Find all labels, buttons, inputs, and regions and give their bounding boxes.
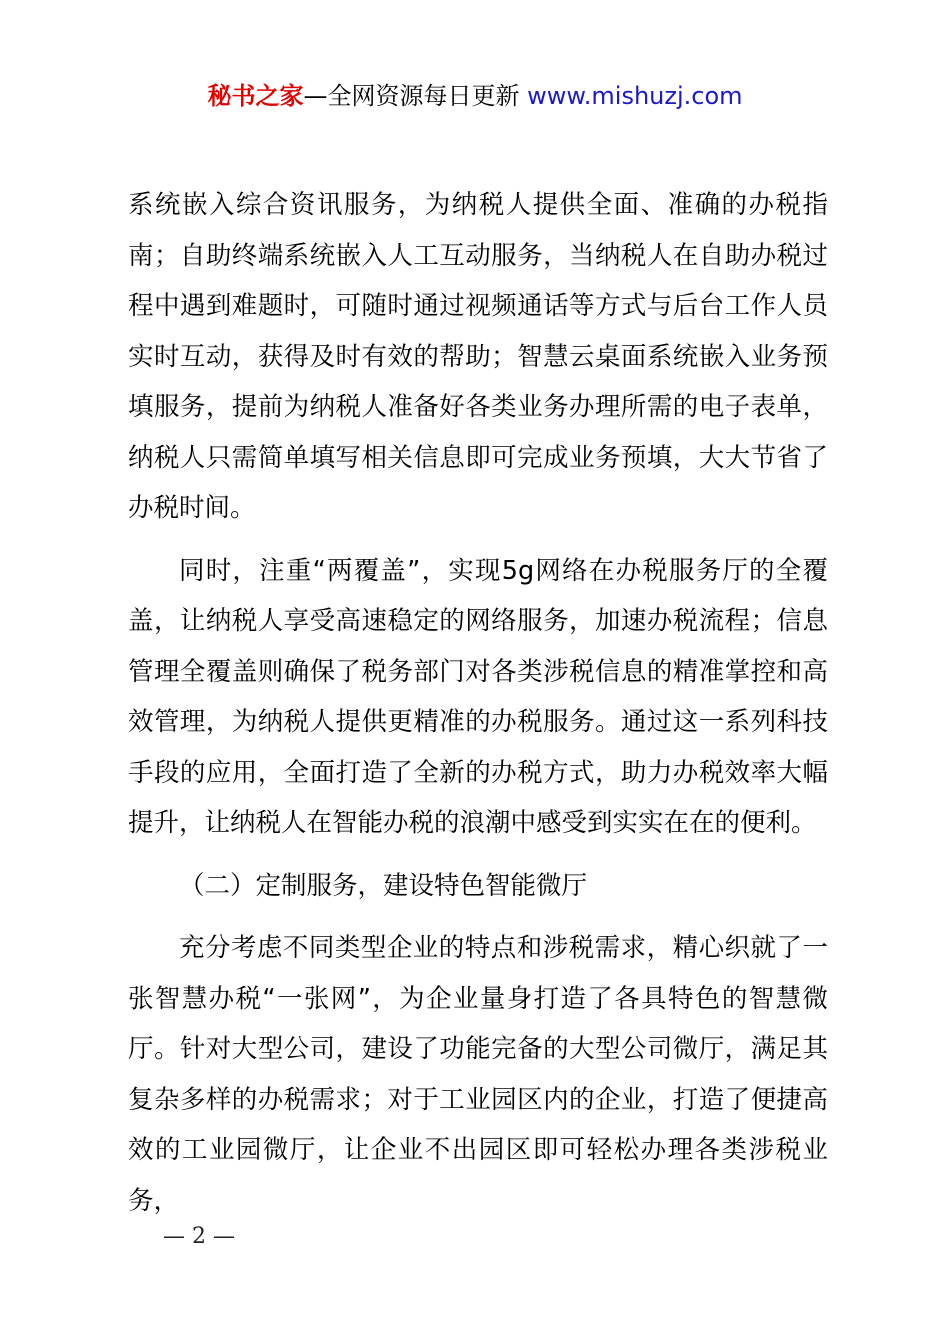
- site-header: [0, 80, 950, 112]
- paragraph-continued: 系统嵌入综合资讯服务，为纳税人提供全面、准确的办税指南；自助终端系统嵌入人工互动服务，当纳税人在自助办税过程中遇到难题时，可随时通过视频通话等方式与后台工作人员实时互动，获得及时有效的帮助；智慧云桌面系统嵌入业务预填服务，提前为纳税人准备好各类业务办理所需的电子表单，纳税人只需简单填写相关信息即可完成业务预填，大大节省了办税时间。: [128, 190, 828, 523]
- page-number: — 2 —: [163, 1224, 235, 1249]
- header-slogan: —全网资源每日更新: [303, 82, 520, 110]
- site-url-link[interactable]: www.mishuzj.com: [527, 82, 743, 110]
- brand-name: 秘书之家: [207, 82, 304, 110]
- paragraph-custom-service: 充分考虑不同类型企业的特点和涉税需求，精心织就了一张智慧办税“一张网”，为企业量身打造了各具特色的智慧微厅。针对大型公司，建设了功能完备的大型公司微厅，满足其复杂多样的办税需求；对于工业园区内的企业，打造了便捷高效的工业园微厅，让企业不出园区即可轻松办理各类涉税业务，: [128, 933, 828, 1216]
- section-heading: （二）定制服务，建设特色智能微厅: [179, 870, 588, 901]
- document-body: [128, 180, 828, 1226]
- paragraph-two-coverage: 同时，注重“两覆盖”，实现5g网络在办税服务厅的全覆盖，让纳税人享受高速稳定的网络服务，加速办税流程；信息管理全覆盖则确保了税务部门对各类涉税信息的精准掌控和高效管理，为纳税人提供更精准的办税服务。通过这一系列科技手段的应用，全面打造了全新的办税方式，助力办税效率大幅提升，让纳税人在智能办税的浪潮中感受到实实在在的便利。: [128, 555, 828, 838]
